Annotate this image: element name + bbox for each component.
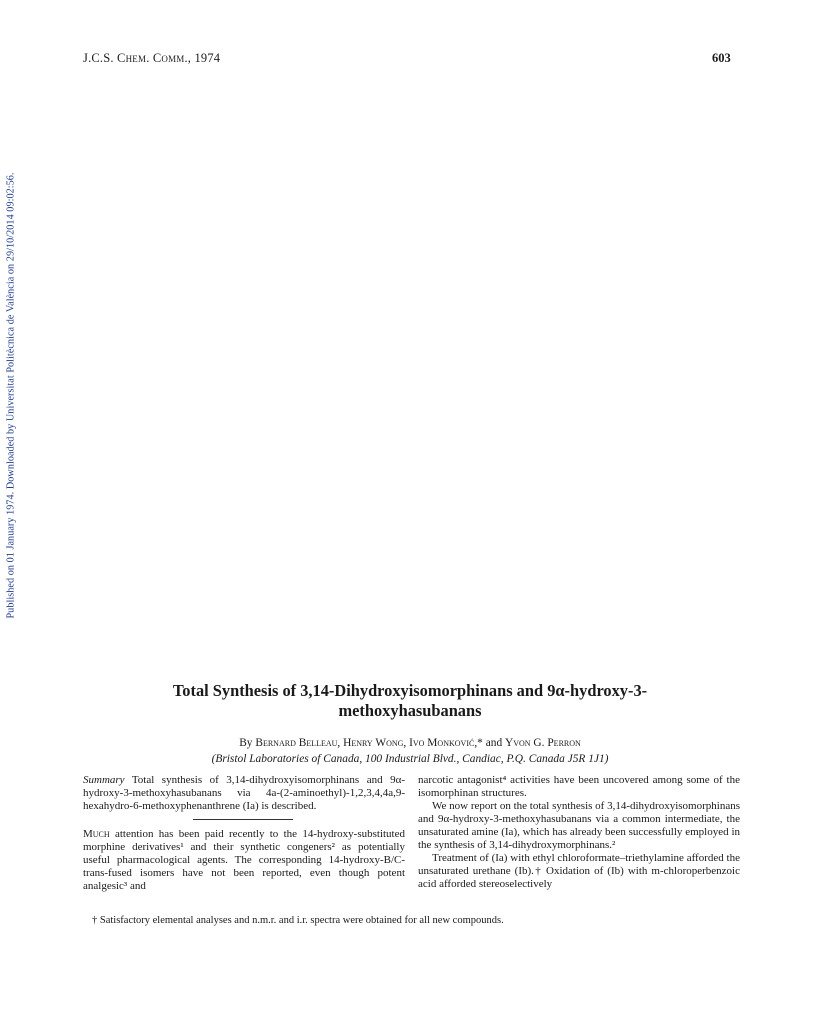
section-divider: [193, 819, 293, 820]
author-name: Yvon G. Perron: [505, 737, 581, 749]
journal-header: J.C.S. Chem. Comm., 1974: [83, 51, 221, 65]
right-column: [418, 774, 740, 891]
summary-text: Total synthesis of 3,14-dihydroxyisomorphinans and 9α-hydroxy-3-methoxyhasubanans via 4a-(2-aminoethyl)-1,2,3,4,4a,9-hexahydro-6-methoxyphenanthrene (Ia) is described.: [83, 774, 405, 812]
body-paragraph: Treatment of (Ia) with ethyl chloroformate–triethylamine afforded the unsaturated urethane (Ib).† Oxidation of (Ib) with m-chloroperbenzoic acid afforded stereoselectively: [418, 852, 740, 890]
body-paragraph: We now report on the total synthesis of 3,14-dihydroxyisomorphinans and 9α-hydroxy-3-methoxyhasubanans via a common intermediate, the unsaturated amine (Ia), which has already been successfully employed in the synthesis of 3,14-dihydroxymorphinans.²: [418, 800, 740, 851]
footnote: † Satisfactory elemental analyses and n.m.r. and i.r. spectra were obtained for all new compounds.: [92, 915, 504, 926]
author-name: Bernard Belleau: [255, 737, 338, 749]
body-text: attention has been paid recently to the 14-hydroxy-substituted morphine derivatives¹ and their synthetic congeners² as potentially useful pharmacological agents. The corresponding 14-hydroxy-B/C-trans-fused isomers have not been reported, even though potent analgesic³ and: [83, 828, 405, 892]
byline-prefix: By: [239, 737, 253, 749]
download-watermark: [4, 155, 18, 635]
author-separator: ,: [403, 737, 410, 749]
summary-paragraph: [83, 774, 405, 813]
author-byline: [110, 736, 710, 750]
author-name: Ivo Monković: [409, 737, 475, 749]
author-separator: ,* and: [474, 737, 506, 749]
lead-word: Much: [83, 828, 110, 840]
page-number: 603: [712, 51, 731, 65]
article-title: Total Synthesis of 3,14-Dihydroxyisomorphinans and 9α-hydroxy-3-methoxyhasubanans: [172, 681, 648, 720]
body-paragraph: [83, 828, 405, 893]
affiliation: (Bristol Laboratories of Canada, 100 Industrial Blvd., Candiac, P.Q. Canada J5R 1J1): [211, 753, 609, 765]
summary-label: Summary: [83, 774, 125, 786]
author-name: Henry Wong: [343, 737, 404, 749]
watermark-text: Published on 01 January 1974. Downloaded by Universitat Politècnica de València on 29/10/2014 09:02:56.: [5, 171, 17, 619]
body-paragraph: narcotic antagonist⁴ activities have been uncovered among some of the isomorphinan structures.: [418, 774, 740, 799]
left-column: [83, 774, 405, 893]
author-separator: ,: [337, 737, 344, 749]
